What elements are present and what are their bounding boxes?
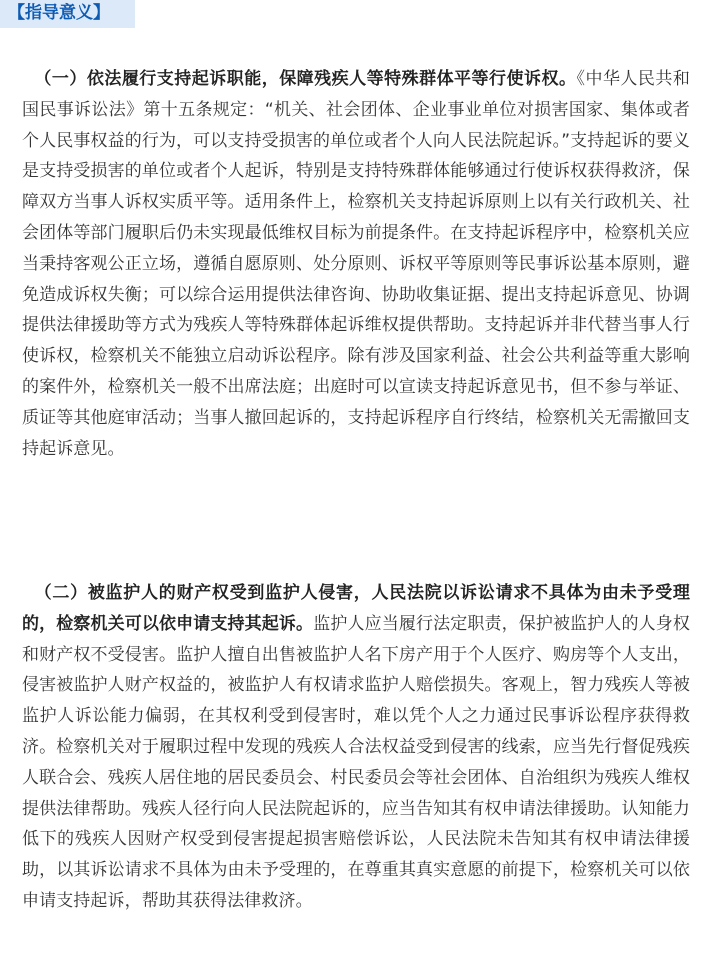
paragraph-lead: （二）被监护人的财产权受到监护人侵害，人民法院以诉讼请求不具体为由未予受理的，检察机关可以依申请支持其起诉。: [22, 583, 690, 634]
section-header: [0, 0, 135, 28]
paragraph-body: 《中华人民共和国民事诉讼法》第十五条规定：“机关、社会团体、企业事业单位对损害国家、集体或者个人民事权益的行为，可以支持受损害的单位或者个人向人民法院起诉。”支持起诉的要义是支持受损害的单位或者个人起诉，特别是支持特殊群体能够通过行使诉权获得救济，保障双方当事人诉权实质平等。适用条件上，检察机关支持起诉原则上以有关行政机关、社会团体等部门履职后仍未实现最低维权目标为前提条件。在支持起诉程序中，检察机关应当秉持客观公正立场，遵循自愿原则、处分原则、诉权平等原则等民事诉讼基本原则，避免造成诉权失衡；可以综合运用提供法律咨询、协助收集证据、提出支持起诉意见、协调提供法律援助等方式为残疾人等特殊群体起诉维权提供帮助。支持起诉并非代替当事人行使诉权，检察机关不能独立启动诉讼程序。除有涉及国家利益、社会公共利益等重大影响的案件外，检察机关一般不出席法庭；出庭时可以宣读支持起诉意见书，但不参与举证、质证等其他庭审活动；当事人撤回起诉的，支持起诉程序自行终结，检察机关无需撤回支持起诉意见。: [22, 69, 690, 459]
paragraph-guidance-2: [22, 578, 690, 917]
paragraph-guidance-1: [22, 64, 690, 464]
section-header-label: 【指导意义】: [8, 3, 110, 23]
paragraph-lead: （一）依法履行支持起诉职能，保障残疾人等特殊群体平等行使诉权。: [34, 69, 577, 89]
paragraph-body: 监护人应当履行法定职责，保护被监护人的人身权和财产权不受侵害。监护人擅自出售被监护人名下房产用于个人医疗、购房等个人支出，侵害被监护人财产权益的，被监护人有权请求监护人赔偿损失。客观上，智力残疾人等被监护人诉讼能力偏弱，在其权利受到侵害时，难以凭个人之力通过民事诉讼程序获得救济。检察机关对于履职过程中发现的残疾人合法权益受到侵害的线索，应当先行督促残疾人联合会、残疾人居住地的居民委员会、村民委员会等社会团体、自治组织为残疾人维权提供法律帮助。残疾人径行向人民法院起诉的，应当告知其有权申请法律援助。认知能力低下的残疾人因财产权受到侵害提起损害赔偿诉讼，人民法院未告知其有权申请法律援助，以其诉讼请求不具体为由未予受理的，在尊重其真实意愿的前提下，检察机关可以依申请支持起诉，帮助其获得法律救济。: [22, 613, 691, 911]
